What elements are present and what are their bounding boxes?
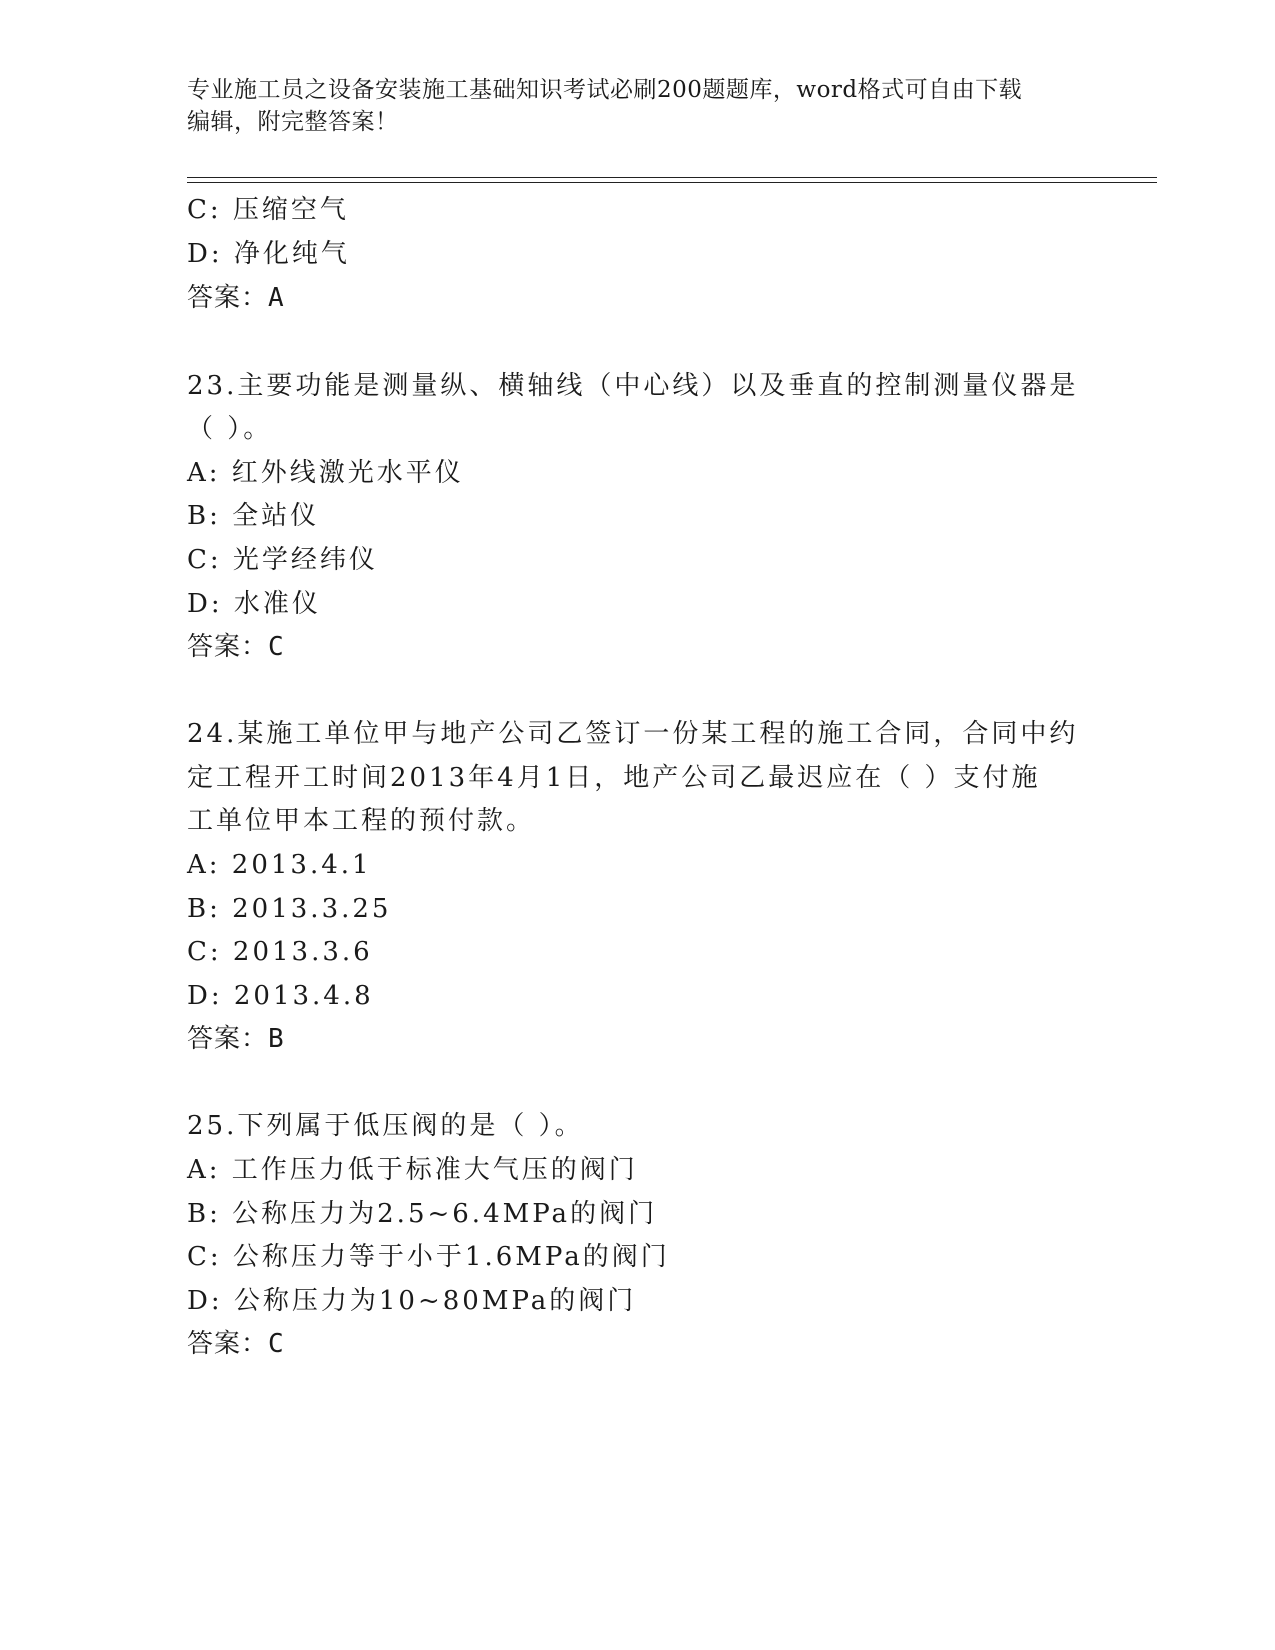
q25-stem-line-1: 25.下列属于低压阀的是（ ）。 <box>187 1111 584 1141</box>
q23-option-c: C: 光学经纬仪 <box>187 545 378 575</box>
q24-answer <box>187 1019 284 1059</box>
document-title-line-1: 专业施工员之设备安装施工基础知识考试必刷200题题库，word格式可自由下载 <box>187 77 1023 103</box>
q25-option-b: B: 公称压力为2.5~6.4MPa的阀门 <box>187 1199 658 1229</box>
answer-value: B <box>268 1024 284 1054</box>
q24-option-b: B: 2013.3.25 <box>187 894 392 924</box>
q25-option-c: C: 公称压力等于小于1.6MPa的阀门 <box>187 1242 670 1272</box>
q25-option-d: D: 公称压力为10~80MPa的阀门 <box>187 1286 637 1316</box>
q23-stem-line-1: 23.主要功能是测量纵、横轴线（中心线）以及垂直的控制测量仪器是 <box>187 371 1079 401</box>
q24-option-c: C: 2013.3.6 <box>187 937 373 967</box>
q23-option-d: D: 水准仪 <box>187 589 321 619</box>
q25-answer <box>187 1324 284 1364</box>
q24-stem-line-1: 24.某施工单位甲与地产公司乙签订一份某工程的施工合同，合同中约 <box>187 719 1079 749</box>
q23-option-b: B: 全站仪 <box>187 501 320 531</box>
answer-value: A <box>268 283 284 313</box>
q22-answer <box>187 278 284 318</box>
q22-option-d: D: 净化纯气 <box>187 239 350 269</box>
q23-option-a: A: 红外线激光水平仪 <box>187 458 464 488</box>
q24-option-d: D: 2013.4.8 <box>187 981 374 1011</box>
q24-stem-line-3: 工单位甲本工程的预付款。 <box>187 806 536 836</box>
q24-option-a: A: 2013.4.1 <box>187 850 372 880</box>
answer-value: C <box>268 1329 284 1359</box>
q23-stem-line-2: （ ）。 <box>187 414 273 444</box>
document-title-line-2: 编辑，附完整答案！ <box>187 109 399 135</box>
q25-option-a: A: 工作压力低于标准大气压的阀门 <box>187 1155 638 1185</box>
answer-label: 答案： <box>187 283 269 313</box>
q23-answer <box>187 627 284 667</box>
q22-option-c: C: 压缩空气 <box>187 195 349 225</box>
answer-label: 答案： <box>187 1024 269 1054</box>
header-divider-top <box>187 177 1157 178</box>
q24-stem-line-2: 定工程开工时间2013年4月1日，地产公司乙最迟应在（ ）支付施 <box>187 763 1041 793</box>
header-divider-bottom <box>187 182 1157 183</box>
document-title <box>187 74 1067 138</box>
answer-label: 答案： <box>187 1329 269 1359</box>
answer-label: 答案： <box>187 632 269 662</box>
answer-value: C <box>268 632 284 662</box>
